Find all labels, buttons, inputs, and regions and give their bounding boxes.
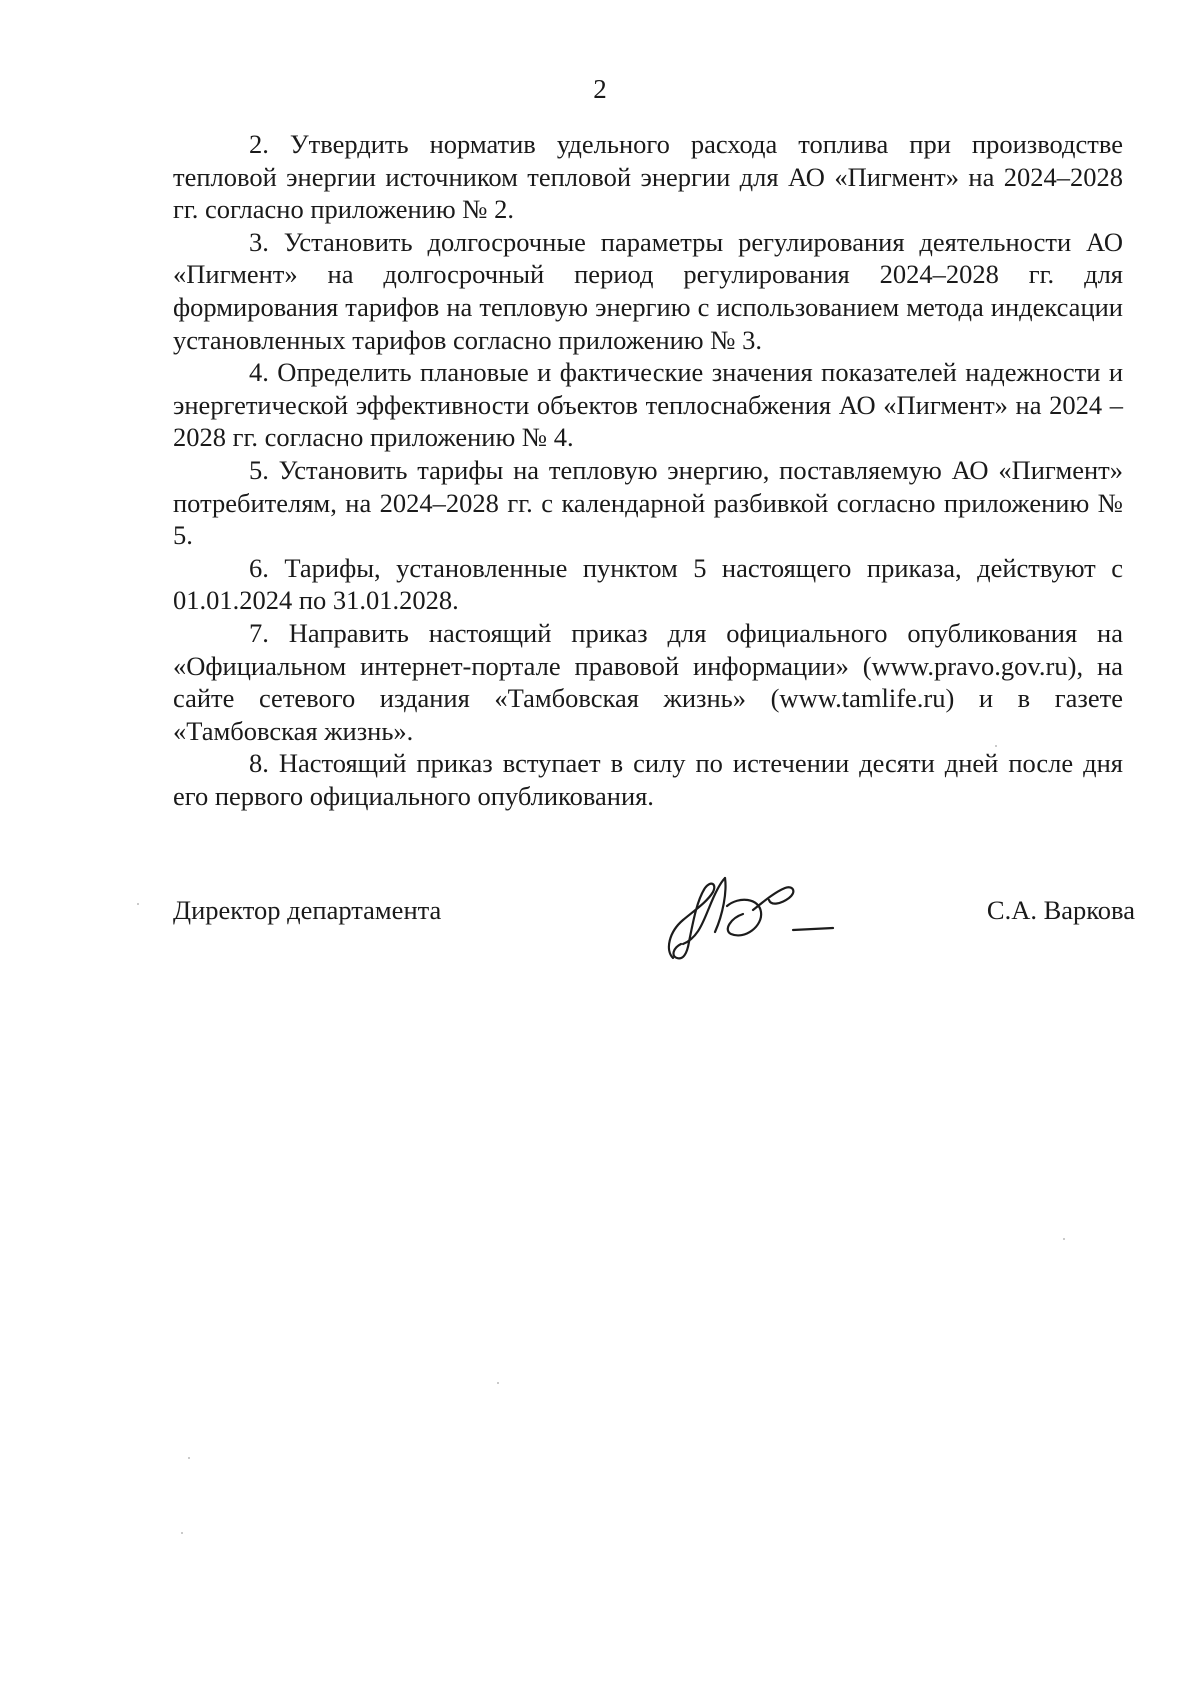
paragraph-6: 6. Тарифы, установленные пунктом 5 настоящего приказа, действуют с 01.01.2024 по 31.01.2028. (173, 552, 1123, 616)
paragraph-2: 2. Утвердить норматив удельного расхода топлива при производстве тепловой энергии источником тепловой энергии для АО «Пигмент» на 2024–2028 гг. согласно приложению № 2. (173, 129, 1123, 225)
document-body (173, 128, 1123, 812)
scan-speck (1063, 1238, 1065, 1240)
paragraph-4: 4. Определить плановые и фактические значения показателей надежности и энергетической эффективности объектов теплоснабжения АО «Пигмент» на 2024 – 2028 гг. согласно приложению № 4. (173, 357, 1123, 453)
signer-name: С.А. Варкова (986, 895, 1135, 925)
paragraph-8: 8. Настоящий приказ вступает в силу по истечении десяти дней после дня его первого официального опубликования. (173, 748, 1123, 811)
signer-position: Директор департамента (173, 895, 442, 925)
scan-speck (181, 1532, 183, 1534)
paragraph-3: 3. Установить долгосрочные параметры регулирования деятельности АО «Пигмент» на долгосрочный период регулирования 2024–2028 гг. для формирования тарифов на тепловую энергию с использованием метода индексации установленных тарифов согласно приложению № 3. (173, 226, 1123, 355)
scan-speck (137, 903, 139, 905)
handwritten-signature-icon (643, 862, 843, 972)
paragraph-7: 7. Направить настоящий приказ для официального опубликования на «Официальном интернет-портале правовой информации» (www.pravo.gov.ru), на сайте сетевого издания «Тамбовская жизнь» (www.tamlife.ru) и в газете «Тамбовская жизнь». (173, 617, 1123, 746)
signature-block (173, 880, 1135, 990)
scan-speck (995, 745, 997, 747)
scan-speck (188, 1457, 190, 1459)
paragraph-5: 5. Установить тарифы на тепловую энергию, поставляемую АО «Пигмент» потребителям, на 2024–2028 гг. с календарной разбивкой согласно приложению № 5. (173, 454, 1123, 551)
page-number: 2 (593, 74, 607, 104)
scan-speck (497, 1382, 499, 1384)
